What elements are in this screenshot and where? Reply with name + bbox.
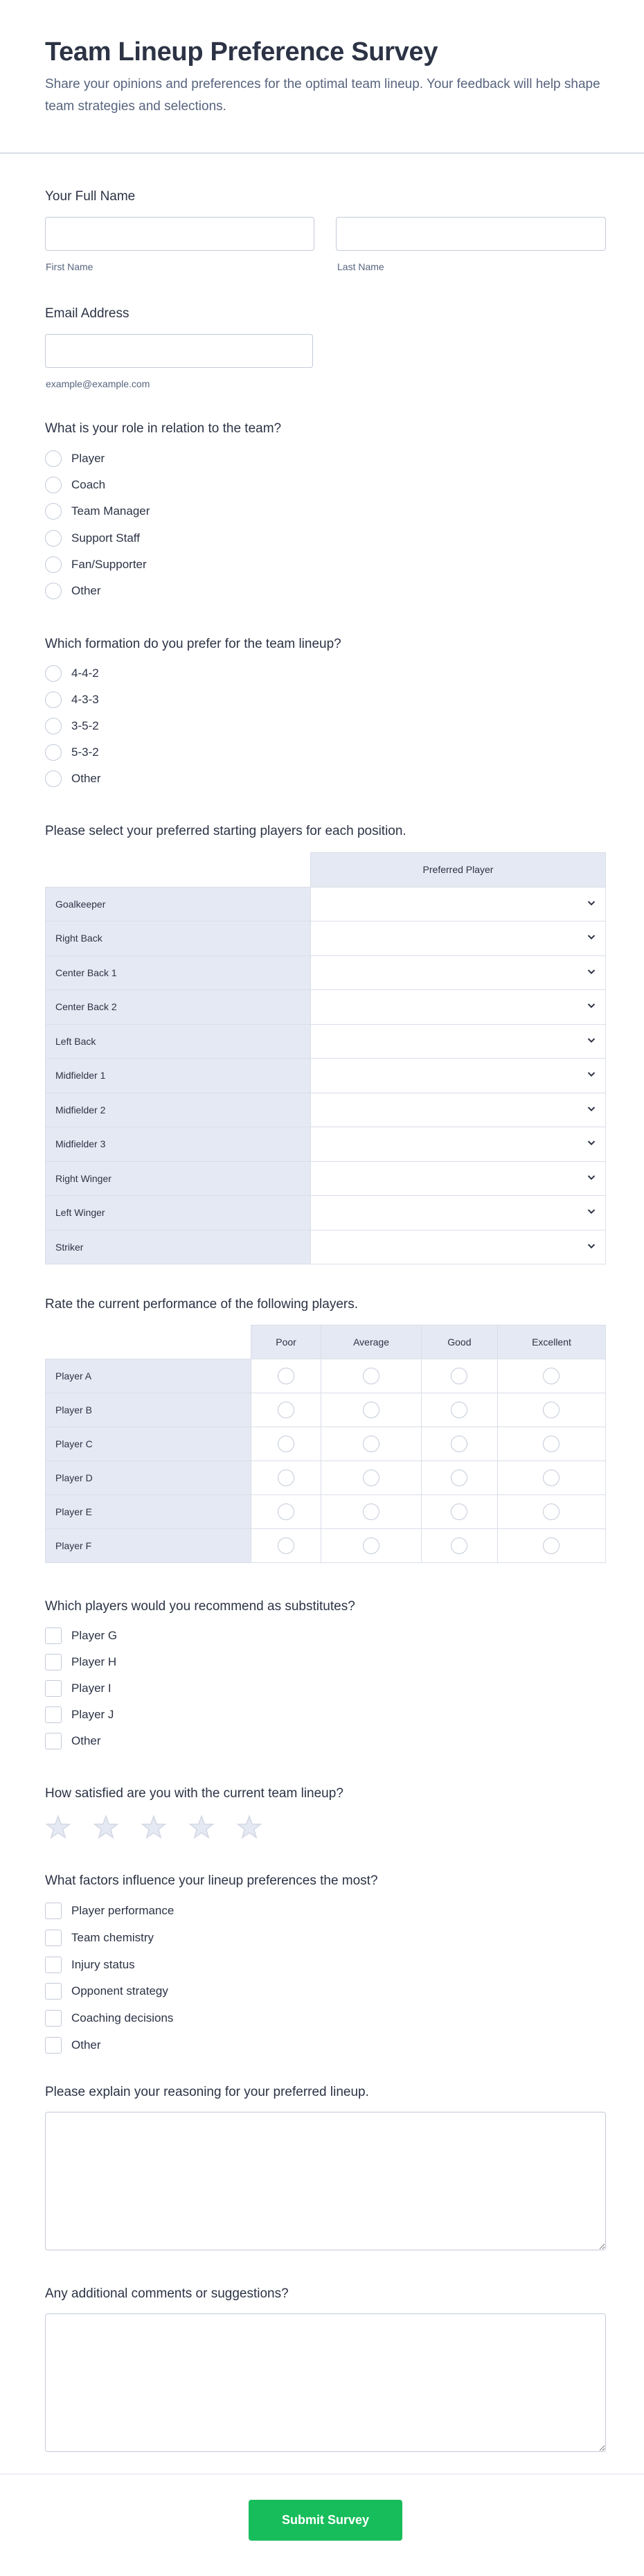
role-option[interactable] bbox=[45, 582, 101, 600]
star-icon[interactable] bbox=[236, 1815, 262, 1841]
reasoning-question: Please explain your reasoning for your preferred lineup. bbox=[45, 2085, 369, 2099]
email-sublabel: example@example.com bbox=[46, 378, 150, 389]
radio-button[interactable] bbox=[363, 1402, 379, 1418]
radio-button[interactable] bbox=[45, 718, 62, 734]
rating-cell bbox=[421, 1393, 497, 1427]
radio-button[interactable] bbox=[278, 1470, 294, 1486]
positions-question: Please select your preferred starting players for each position. bbox=[45, 824, 406, 838]
table-row bbox=[46, 1230, 606, 1264]
radio-button[interactable] bbox=[451, 1436, 467, 1452]
position-label: Center Back 1 bbox=[46, 955, 311, 990]
table-row bbox=[46, 1024, 606, 1059]
factors-option[interactable] bbox=[45, 1902, 174, 1920]
reasoning-textarea[interactable] bbox=[45, 2112, 606, 2250]
rating-cell bbox=[497, 1359, 605, 1393]
option-label: Coaching decisions bbox=[71, 2011, 174, 2025]
rating-cell bbox=[497, 1427, 605, 1461]
checkbox[interactable] bbox=[45, 1654, 62, 1670]
chevron-down-icon bbox=[587, 1035, 596, 1045]
email-input[interactable] bbox=[45, 334, 313, 368]
option-label: Player H bbox=[71, 1655, 117, 1668]
chevron-down-icon bbox=[587, 1104, 596, 1113]
empty-corner bbox=[46, 1325, 251, 1359]
radio-button[interactable] bbox=[45, 477, 62, 493]
star-icon[interactable] bbox=[141, 1815, 167, 1841]
option-label: Opponent strategy bbox=[71, 1984, 168, 1998]
rating-matrix bbox=[45, 1325, 606, 1563]
radio-button[interactable] bbox=[278, 1436, 294, 1452]
option-label: Player I bbox=[71, 1682, 111, 1695]
radio-button[interactable] bbox=[45, 691, 62, 708]
rating-cell bbox=[251, 1461, 321, 1495]
position-label: Center Back 2 bbox=[46, 990, 311, 1025]
table-row bbox=[46, 1529, 606, 1563]
position-label: Goalkeeper bbox=[46, 887, 311, 921]
factors-question: What factors influence your lineup preferences the most? bbox=[45, 1873, 378, 1888]
player-select[interactable] bbox=[311, 955, 606, 990]
star-rating bbox=[45, 1815, 262, 1841]
position-label: Right Back bbox=[46, 921, 311, 956]
table-row bbox=[46, 1359, 606, 1393]
radio-button[interactable] bbox=[45, 556, 62, 573]
chevron-down-icon bbox=[587, 1207, 596, 1217]
rating-cell bbox=[497, 1529, 605, 1563]
star-icon[interactable] bbox=[188, 1815, 215, 1841]
rating-cell bbox=[251, 1529, 321, 1563]
rating-cell bbox=[251, 1393, 321, 1427]
radio-button[interactable] bbox=[45, 583, 62, 599]
rating-cell bbox=[321, 1393, 421, 1427]
checkbox[interactable] bbox=[45, 1733, 62, 1749]
option-label: Fan/Supporter bbox=[71, 557, 147, 571]
option-label: Team chemistry bbox=[71, 1930, 154, 1944]
radio-button[interactable] bbox=[45, 503, 62, 520]
role-option[interactable] bbox=[45, 450, 105, 468]
player-select[interactable] bbox=[311, 1161, 606, 1196]
rating-cell bbox=[321, 1529, 421, 1563]
checkbox[interactable] bbox=[45, 1983, 62, 2000]
table-row bbox=[46, 1196, 606, 1230]
rating-cell bbox=[321, 1359, 421, 1393]
checkbox[interactable] bbox=[45, 1957, 62, 1973]
option-label: Injury status bbox=[71, 1957, 135, 1971]
comments-textarea[interactable] bbox=[45, 2313, 606, 2452]
role-option[interactable] bbox=[45, 476, 105, 494]
option-label: 5-3-2 bbox=[71, 746, 99, 759]
role-question: What is your role in relation to the team? bbox=[45, 421, 282, 436]
rating-cell bbox=[321, 1427, 421, 1461]
player-select[interactable] bbox=[311, 887, 606, 921]
player-label: Player A bbox=[46, 1359, 251, 1393]
table-row bbox=[46, 1161, 606, 1196]
formation-option[interactable] bbox=[45, 717, 99, 735]
radio-button[interactable] bbox=[45, 770, 62, 787]
radio-button[interactable] bbox=[451, 1470, 467, 1486]
radio-button[interactable] bbox=[451, 1368, 467, 1384]
player-label: Player B bbox=[46, 1393, 251, 1427]
player-select[interactable] bbox=[311, 1230, 606, 1264]
option-label: Support Staff bbox=[71, 531, 140, 545]
radio-button[interactable] bbox=[45, 665, 62, 682]
table-row bbox=[46, 921, 606, 956]
radio-button[interactable] bbox=[363, 1368, 379, 1384]
radio-button[interactable] bbox=[543, 1537, 560, 1554]
radio-button[interactable] bbox=[543, 1368, 560, 1384]
position-label: Right Winger bbox=[46, 1161, 311, 1196]
table-row bbox=[46, 1059, 606, 1093]
star-icon[interactable] bbox=[93, 1815, 119, 1841]
checkbox[interactable] bbox=[45, 1680, 62, 1697]
formation-option[interactable] bbox=[45, 770, 101, 788]
substitutes-option[interactable] bbox=[45, 1627, 117, 1645]
email-label: Email Address bbox=[45, 306, 129, 321]
radio-button[interactable] bbox=[45, 530, 62, 547]
rating-cell bbox=[497, 1461, 605, 1495]
column-header: Excellent bbox=[497, 1325, 605, 1359]
position-label: Striker bbox=[46, 1230, 311, 1264]
radio-button[interactable] bbox=[543, 1503, 560, 1520]
full-name-label: Your Full Name bbox=[45, 189, 136, 204]
substitutes-question: Which players would you recommend as substitutes? bbox=[45, 1599, 355, 1614]
player-select[interactable] bbox=[311, 1059, 606, 1093]
formation-option[interactable] bbox=[45, 664, 99, 682]
rating-cell bbox=[251, 1359, 321, 1393]
table-row bbox=[46, 1495, 606, 1529]
chevron-down-icon bbox=[587, 1001, 596, 1011]
column-header: Preferred Player bbox=[311, 853, 606, 888]
last-name-sublabel: Last Name bbox=[337, 261, 384, 272]
checkbox[interactable] bbox=[45, 1706, 62, 1723]
option-label: Player bbox=[71, 452, 105, 465]
substitutes-option[interactable] bbox=[45, 1653, 116, 1671]
player-label: Player D bbox=[46, 1461, 251, 1495]
formation-option[interactable] bbox=[45, 691, 99, 709]
table-row bbox=[46, 1427, 606, 1461]
role-option[interactable] bbox=[45, 556, 147, 574]
radio-button[interactable] bbox=[363, 1503, 379, 1520]
radio-button[interactable] bbox=[543, 1470, 560, 1486]
rating-cell bbox=[321, 1461, 421, 1495]
player-select[interactable] bbox=[311, 1127, 606, 1162]
role-option[interactable] bbox=[45, 502, 150, 520]
chevron-down-icon bbox=[587, 1172, 596, 1182]
chevron-down-icon bbox=[587, 967, 596, 976]
role-option[interactable] bbox=[45, 529, 140, 547]
substitutes-option[interactable] bbox=[45, 1706, 114, 1724]
rating-cell bbox=[497, 1495, 605, 1529]
rating-cell bbox=[321, 1495, 421, 1529]
positions-table bbox=[45, 852, 606, 1264]
table-row bbox=[46, 955, 606, 990]
radio-button[interactable] bbox=[363, 1436, 379, 1452]
chevron-down-icon bbox=[587, 898, 596, 908]
table-row bbox=[46, 1393, 606, 1427]
rating-cell bbox=[421, 1359, 497, 1393]
radio-button[interactable] bbox=[278, 1368, 294, 1384]
position-label: Midfielder 2 bbox=[46, 1093, 311, 1127]
satisfaction-question: How satisfied are you with the current team lineup? bbox=[45, 1786, 343, 1801]
radio-button[interactable] bbox=[451, 1537, 467, 1554]
checkbox[interactable] bbox=[45, 1627, 62, 1644]
rating-cell bbox=[421, 1427, 497, 1461]
radio-button[interactable] bbox=[363, 1537, 379, 1554]
rating-cell bbox=[421, 1461, 497, 1495]
option-label: Player J bbox=[71, 1708, 114, 1721]
page-description: Share your opinions and preferences for the optimal team lineup. Your feedback will help shape team strategies and selections. bbox=[45, 77, 600, 114]
player-select[interactable] bbox=[311, 921, 606, 956]
radio-button[interactable] bbox=[278, 1503, 294, 1520]
radio-button[interactable] bbox=[451, 1503, 467, 1520]
checkbox[interactable] bbox=[45, 2037, 62, 2054]
option-label: 4-3-3 bbox=[71, 693, 99, 706]
player-select[interactable] bbox=[311, 990, 606, 1025]
radio-button[interactable] bbox=[45, 450, 62, 467]
radio-button[interactable] bbox=[45, 744, 62, 761]
checkbox[interactable] bbox=[45, 1930, 62, 1946]
checkbox[interactable] bbox=[45, 1903, 62, 1919]
column-header: Poor bbox=[251, 1325, 321, 1359]
empty-corner bbox=[46, 853, 311, 888]
option-label: 3-5-2 bbox=[71, 719, 99, 732]
option-label: Coach bbox=[71, 478, 106, 492]
formation-question: Which formation do you prefer for the team lineup? bbox=[45, 637, 341, 651]
player-label: Player F bbox=[46, 1529, 251, 1563]
position-label: Midfielder 3 bbox=[46, 1127, 311, 1162]
table-row bbox=[46, 1093, 606, 1127]
column-header: Average bbox=[321, 1325, 421, 1359]
radio-button[interactable] bbox=[543, 1402, 560, 1418]
position-label: Left Winger bbox=[46, 1196, 311, 1230]
table-row bbox=[46, 990, 606, 1025]
factors-option[interactable] bbox=[45, 1929, 154, 1947]
option-label: Other bbox=[71, 2038, 101, 2052]
last-name-input[interactable] bbox=[336, 217, 606, 251]
option-label: Other bbox=[71, 584, 101, 597]
table-row bbox=[46, 1461, 606, 1495]
substitutes-option[interactable] bbox=[45, 1732, 101, 1750]
checkbox[interactable] bbox=[45, 2010, 62, 2027]
position-label: Left Back bbox=[46, 1024, 311, 1059]
first-name-sublabel: First Name bbox=[46, 261, 93, 272]
chevron-down-icon bbox=[587, 1070, 596, 1079]
table-row bbox=[46, 887, 606, 921]
radio-button[interactable] bbox=[363, 1470, 379, 1486]
rating-cell bbox=[497, 1393, 605, 1427]
rating-question: Rate the current performance of the following players. bbox=[45, 1297, 359, 1312]
chevron-down-icon bbox=[587, 933, 596, 942]
player-label: Player C bbox=[46, 1427, 251, 1461]
player-select[interactable] bbox=[311, 1196, 606, 1230]
page-title: Team Lineup Preference Survey bbox=[45, 37, 438, 67]
factors-option[interactable] bbox=[45, 1982, 168, 2000]
column-header: Good bbox=[421, 1325, 497, 1359]
option-label: Other bbox=[71, 1734, 101, 1747]
factors-option[interactable] bbox=[45, 2009, 173, 2027]
option-label: Other bbox=[71, 772, 101, 785]
position-label: Midfielder 1 bbox=[46, 1059, 311, 1093]
header-divider bbox=[0, 152, 644, 154]
rating-cell bbox=[251, 1495, 321, 1529]
submit-button[interactable]: Submit Survey bbox=[249, 2500, 402, 2541]
option-label: 4-4-2 bbox=[71, 667, 99, 680]
option-label: Player G bbox=[71, 1629, 118, 1642]
chevron-down-icon bbox=[587, 1241, 596, 1251]
comments-question: Any additional comments or suggestions? bbox=[45, 2286, 289, 2301]
factors-option[interactable] bbox=[45, 1956, 135, 1974]
radio-button[interactable] bbox=[543, 1436, 560, 1452]
player-select[interactable] bbox=[311, 1024, 606, 1059]
first-name-input[interactable] bbox=[45, 217, 314, 251]
star-icon[interactable] bbox=[45, 1815, 71, 1841]
formation-option[interactable] bbox=[45, 743, 99, 761]
option-label: Team Manager bbox=[71, 504, 150, 518]
radio-button[interactable] bbox=[278, 1402, 294, 1418]
radio-button[interactable] bbox=[451, 1402, 467, 1418]
rating-cell bbox=[421, 1529, 497, 1563]
substitutes-option[interactable] bbox=[45, 1679, 111, 1697]
table-row bbox=[46, 1127, 606, 1162]
radio-button[interactable] bbox=[278, 1537, 294, 1554]
factors-option[interactable] bbox=[45, 2036, 101, 2054]
player-select[interactable] bbox=[311, 1093, 606, 1127]
chevron-down-icon bbox=[587, 1138, 596, 1148]
rating-cell bbox=[251, 1427, 321, 1461]
rating-cell bbox=[421, 1495, 497, 1529]
player-label: Player E bbox=[46, 1495, 251, 1529]
option-label: Player performance bbox=[71, 1904, 175, 1917]
